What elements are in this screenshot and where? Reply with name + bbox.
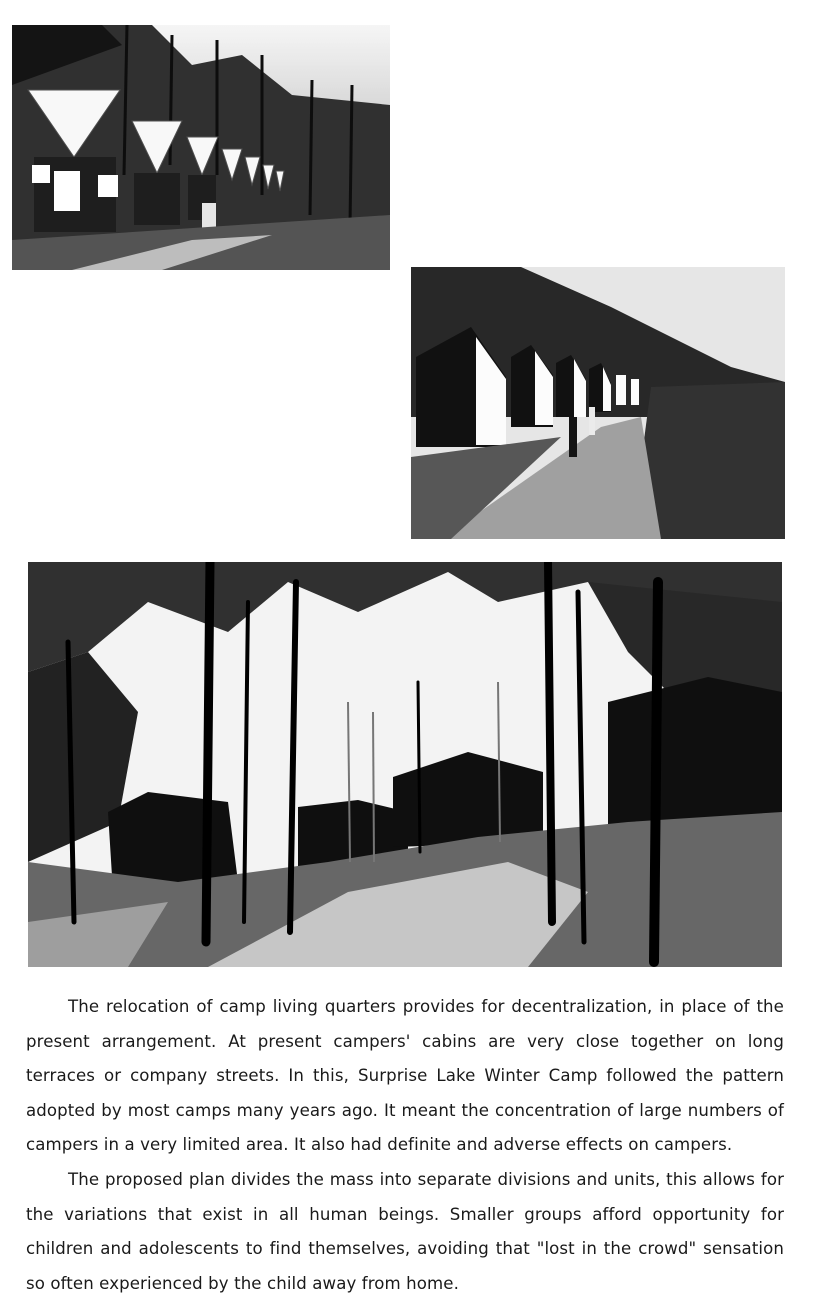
paragraph-relocation: The relocation of camp living quarters provides for decentralization, in place of the present arrangement. At present campers' cabins are very close together on long terraces or company streets. In this, Surprise Lake Winter Camp followed the pattern adopted by most camps many years ago. It meant the concentration of large numbers of campers in a very limited area. It also had definite and adverse effects on campers. <box>26 997 784 1155</box>
body-text <box>26 990 784 1301</box>
photo-cabin-row-street <box>411 267 785 539</box>
photo-cabins-in-woods <box>28 562 782 967</box>
paragraph-proposed-plan: The proposed plan divides the mass into separate divisions and units, this allows for the variations that exist in all human beings. Smaller groups afford opportunity for children and adolescents to find themselves, avoiding that "lost in the crowd" sensation so often experienced by the child away from home. <box>26 1169 784 1293</box>
photo-tent-cabins-terrace <box>12 25 390 270</box>
